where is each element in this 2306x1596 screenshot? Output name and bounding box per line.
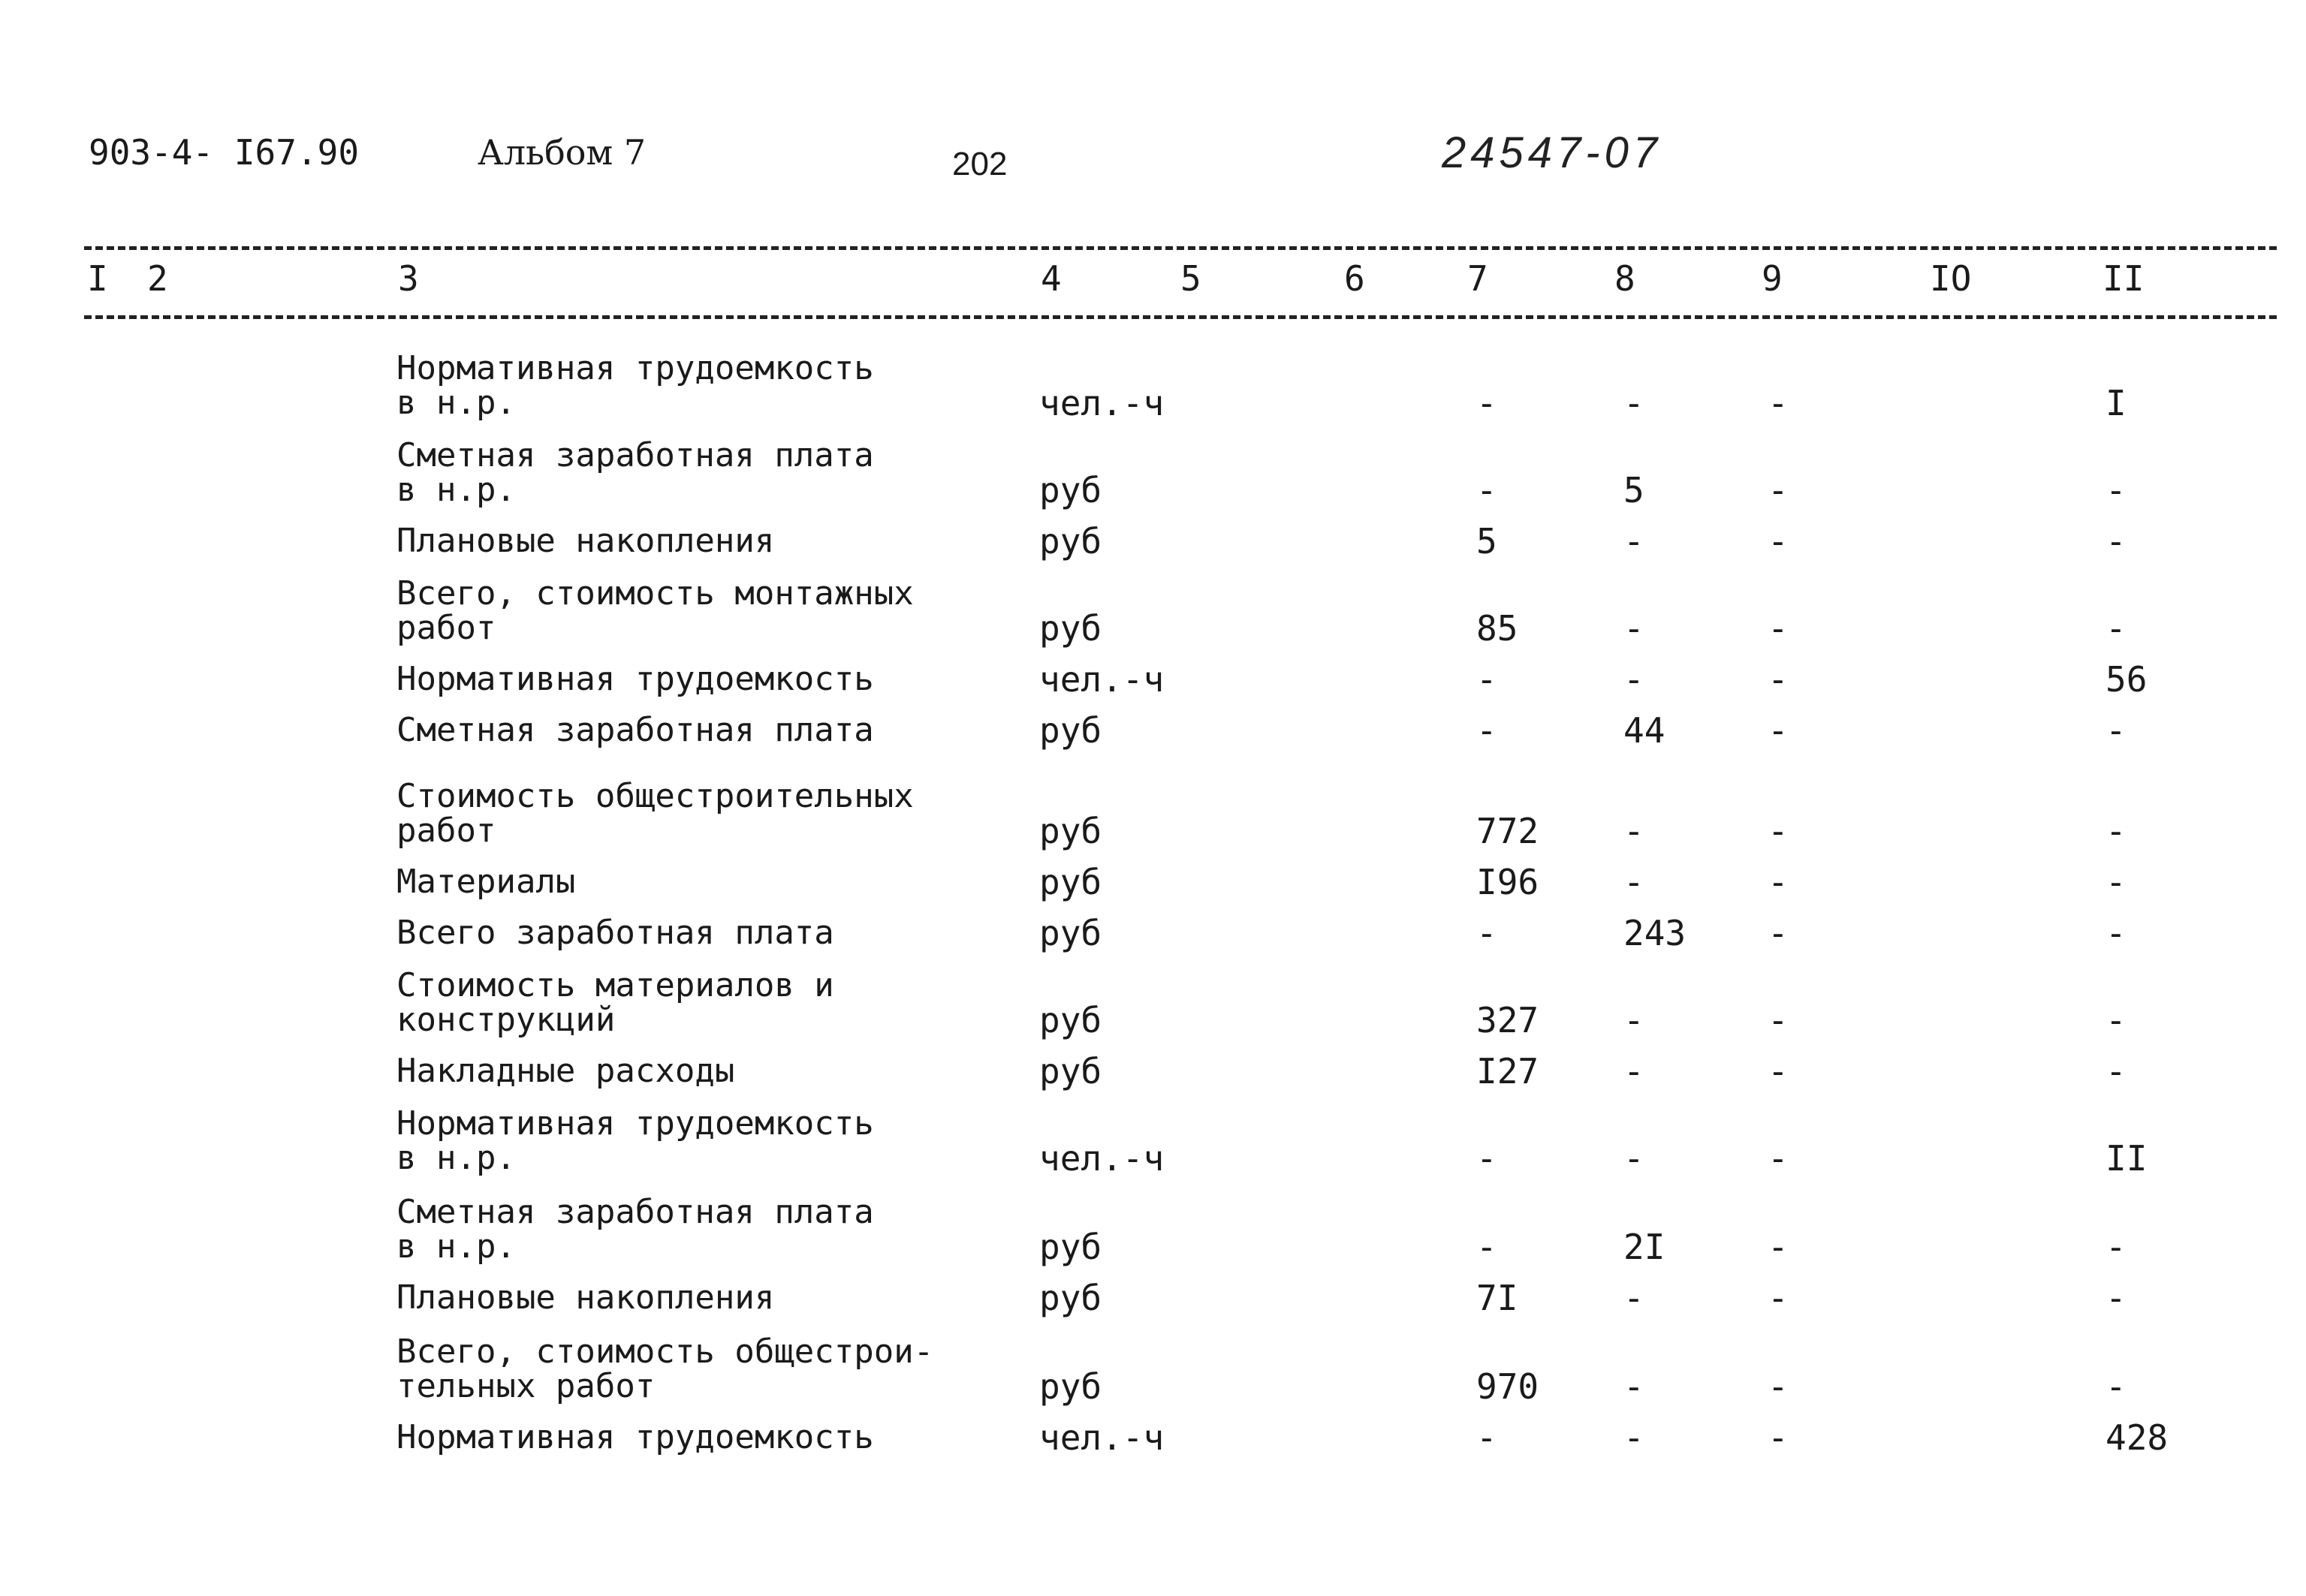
column-9-cell: - <box>1768 1366 1789 1407</box>
column-number: 2 <box>147 258 168 299</box>
column-number: 3 <box>398 258 419 299</box>
row-label: Нормативная трудоемкость в н.р. <box>396 349 874 422</box>
unit-cell: руб <box>1039 1227 1102 1267</box>
column-9-cell: - <box>1768 862 1789 902</box>
column-number: II <box>2103 258 2145 299</box>
column-7-cell: - <box>1476 1227 1497 1267</box>
column-number: IO <box>1930 258 1972 299</box>
column-9-cell: - <box>1768 811 1789 851</box>
column-8-cell: - <box>1623 811 1644 851</box>
column-7-cell: 772 <box>1476 811 1539 851</box>
unit-cell: руб <box>1039 811 1102 851</box>
row-label: Стоимость общестроительных работ <box>396 777 914 850</box>
column-8-cell: - <box>1623 521 1644 562</box>
row-label: Сметная заработная плата в н.р. <box>396 1193 874 1266</box>
unit-cell: чел.-ч <box>1039 659 1165 700</box>
column-9-cell: - <box>1768 913 1789 953</box>
column-9-cell: - <box>1768 383 1789 423</box>
column-number: 5 <box>1180 258 1201 299</box>
row-label: Нормативная трудоемкость <box>396 660 874 698</box>
column-9-cell: - <box>1768 608 1789 649</box>
column-number: 4 <box>1041 258 1062 299</box>
unit-cell: руб <box>1039 913 1102 953</box>
column-9-cell: - <box>1768 1000 1789 1040</box>
column-9-cell: - <box>1768 1051 1789 1092</box>
row-label: Плановые накопления <box>396 522 775 560</box>
column-9-cell: - <box>1768 521 1789 562</box>
column-8-cell: - <box>1623 1278 1644 1318</box>
row-label: Нормативная трудоемкость в н.р. <box>396 1104 874 1177</box>
column-9-cell: - <box>1768 470 1789 510</box>
column-9-cell: - <box>1768 1227 1789 1267</box>
column-11-cell: 428 <box>2106 1417 2169 1458</box>
document-number: 24547-07 <box>1442 128 1662 177</box>
unit-cell: руб <box>1039 608 1102 649</box>
column-11-cell: - <box>2106 470 2127 510</box>
row-label: Всего заработная плата <box>396 914 834 952</box>
unit-cell: чел.-ч <box>1039 1417 1165 1458</box>
column-8-cell: 243 <box>1623 913 1687 953</box>
dashed-rule-top <box>84 246 2277 250</box>
column-11-cell: - <box>2106 1051 2127 1092</box>
column-8-cell: - <box>1623 1051 1644 1092</box>
unit-cell: руб <box>1039 862 1102 902</box>
row-label: Стоимость материалов и конструкций <box>396 966 834 1039</box>
row-label: Материалы <box>396 863 576 901</box>
column-7-cell: 970 <box>1476 1366 1539 1407</box>
column-11-cell: - <box>2106 811 2127 851</box>
unit-cell: руб <box>1039 1278 1102 1318</box>
column-11-cell: I <box>2106 383 2127 423</box>
column-7-cell: - <box>1476 1417 1497 1458</box>
column-9-cell: - <box>1768 1138 1789 1179</box>
column-8-cell: - <box>1623 383 1644 423</box>
column-7-cell: - <box>1476 383 1497 423</box>
unit-cell: руб <box>1039 1366 1102 1407</box>
column-11-cell: - <box>2106 710 2127 751</box>
row-label: Плановые накопления <box>396 1278 775 1317</box>
row-label: Накладные расходы <box>396 1052 735 1090</box>
unit-cell: чел.-ч <box>1039 383 1165 423</box>
column-7-cell: 7I <box>1476 1278 1518 1318</box>
column-11-cell: - <box>2106 1278 2127 1318</box>
column-8-cell: - <box>1623 608 1644 649</box>
column-11-cell: - <box>2106 1000 2127 1040</box>
column-7-cell: - <box>1476 1138 1497 1179</box>
column-7-cell: - <box>1476 710 1497 751</box>
column-7-cell: - <box>1476 470 1497 510</box>
column-8-cell: 2I <box>1623 1227 1665 1267</box>
unit-cell: руб <box>1039 470 1102 510</box>
column-7-cell: I96 <box>1476 862 1539 902</box>
column-number: 9 <box>1762 258 1783 299</box>
column-11-cell: - <box>2106 1366 2127 1407</box>
column-8-cell: - <box>1623 659 1644 700</box>
unit-cell: руб <box>1039 710 1102 751</box>
column-11-cell: - <box>2106 862 2127 902</box>
column-number: I <box>87 258 108 299</box>
column-8-cell: - <box>1623 1138 1644 1179</box>
column-11-cell: - <box>2106 608 2127 649</box>
unit-cell: чел.-ч <box>1039 1138 1165 1179</box>
column-11-cell: - <box>2106 1227 2127 1267</box>
page-number: 202 <box>952 146 1008 182</box>
column-8-cell: - <box>1623 1000 1644 1040</box>
column-11-cell: 56 <box>2106 659 2148 700</box>
column-11-cell: - <box>2106 913 2127 953</box>
column-8-cell: - <box>1623 1417 1644 1458</box>
column-9-cell: - <box>1768 710 1789 751</box>
row-label: Всего, стоимость монтажных работ <box>396 574 914 647</box>
column-7-cell: - <box>1476 659 1497 700</box>
column-7-cell: 327 <box>1476 1000 1539 1040</box>
unit-cell: руб <box>1039 1000 1102 1040</box>
row-label: Сметная заработная плата в н.р. <box>396 436 874 509</box>
document-code: 903-4- I67.90 <box>89 132 360 173</box>
column-9-cell: - <box>1768 1417 1789 1458</box>
column-8-cell: - <box>1623 862 1644 902</box>
column-11-cell: - <box>2106 521 2127 562</box>
column-11-cell: II <box>2106 1138 2148 1179</box>
column-number: 6 <box>1344 258 1365 299</box>
row-label: Сметная заработная плата <box>396 711 874 749</box>
column-8-cell: 44 <box>1623 710 1665 751</box>
dashed-rule-bottom <box>84 315 2277 319</box>
column-7-cell: I27 <box>1476 1051 1539 1092</box>
column-number: 8 <box>1614 258 1635 299</box>
column-number: 7 <box>1467 258 1488 299</box>
album-label: Альбом 7 <box>478 132 647 173</box>
column-9-cell: - <box>1768 659 1789 700</box>
column-8-cell: 5 <box>1623 470 1644 510</box>
column-7-cell: 5 <box>1476 521 1497 562</box>
column-9-cell: - <box>1768 1278 1789 1318</box>
row-label: Нормативная трудоемкость <box>396 1418 874 1456</box>
row-label: Всего, стоимость общестрои- тельных работ <box>396 1333 934 1405</box>
unit-cell: руб <box>1039 1051 1102 1092</box>
column-7-cell: 85 <box>1476 608 1518 649</box>
unit-cell: руб <box>1039 521 1102 562</box>
column-8-cell: - <box>1623 1366 1644 1407</box>
column-7-cell: - <box>1476 913 1497 953</box>
